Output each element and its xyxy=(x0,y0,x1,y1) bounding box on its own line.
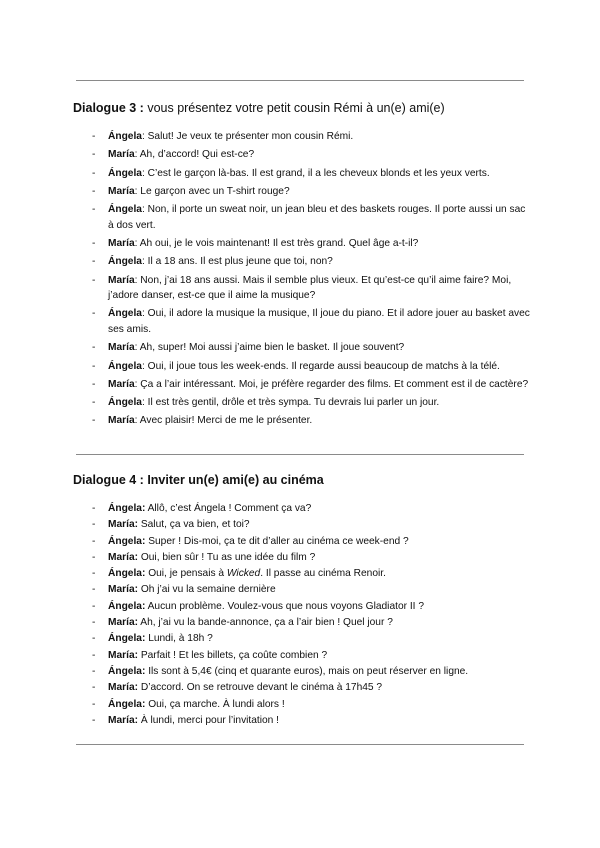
line-text: À lundi, merci pour l’invitation ! xyxy=(138,714,280,726)
dialogue-line xyxy=(92,202,532,233)
speaker-name: Ángela: xyxy=(108,568,146,580)
dialogue-line xyxy=(92,413,532,429)
speaker-name: María xyxy=(108,149,135,161)
dialogue3-title xyxy=(73,101,445,115)
line-text: Oui, il joue tous les week-ends. Il regarde aussi beaucoup de matchs à la télé. xyxy=(147,360,500,372)
speaker-name: María xyxy=(108,415,135,427)
speaker-name: María: xyxy=(108,584,139,596)
line-text: Salut, ça va bien, et toi? xyxy=(138,519,250,531)
dialogue-line xyxy=(92,615,532,630)
dialogue-line xyxy=(92,395,532,411)
dialogue-line xyxy=(92,680,532,695)
speaker-separator: : xyxy=(141,397,148,409)
speaker-separator: : xyxy=(141,131,148,142)
dialogue-line xyxy=(92,340,532,356)
dialogue-line xyxy=(92,631,532,646)
line-text: Allô, c’est Ángela ! Comment ça va? xyxy=(145,503,312,514)
speaker-name: Ángela: xyxy=(108,503,146,514)
speaker-name: Ángela: xyxy=(108,633,146,645)
line-text: Oh j’ai vu la semaine dernière xyxy=(138,584,276,596)
speaker-name: María: xyxy=(108,617,139,629)
speaker-name: Ángela xyxy=(108,397,142,409)
line-text: Ils sont à 5,4€ (cinq et quarante euros), mais on peut réserver en ligne. xyxy=(145,665,469,677)
dialogue-line xyxy=(92,517,532,532)
line-text: Super ! Dis-moi, ça te dit d’aller au cinéma ce week-end ? xyxy=(145,535,409,547)
speaker-name: María xyxy=(108,274,135,286)
dialogue-line xyxy=(92,147,532,163)
speaker-separator: : xyxy=(141,308,148,320)
dialogue-line xyxy=(92,648,532,663)
line-text: Salut! Je veux te présenter mon cousin Rémi. xyxy=(147,131,354,142)
speaker-name: María: xyxy=(108,519,139,531)
speaker-name: María: xyxy=(108,682,139,694)
dialogue3-title-label: Dialogue 3 : xyxy=(73,101,144,115)
line-text: Le garçon avec un T-shirt rouge? xyxy=(140,185,290,197)
dialogue-line xyxy=(92,550,532,565)
line-text: Ah, j’ai vu la bande-annonce, ça a l’air bien ! Quel jour ? xyxy=(138,617,393,629)
speaker-name: María xyxy=(108,378,135,390)
dialogue-line xyxy=(92,273,532,304)
speaker-name: María xyxy=(108,238,135,249)
dialogue-line xyxy=(92,166,532,182)
dialogue-line xyxy=(92,359,532,375)
dialogue-line xyxy=(92,713,532,728)
speaker-name: Ángela xyxy=(108,131,142,142)
line-text: D’accord. On se retrouve devant le cinéma à 17h45 ? xyxy=(138,682,383,694)
dialogue-line xyxy=(92,306,532,337)
divider-bottom xyxy=(76,744,524,745)
line-text: Parfait ! Et les billets, ça coûte combien ? xyxy=(138,649,328,661)
speaker-name: Ángela xyxy=(108,167,142,179)
dialogue-line xyxy=(92,236,532,252)
dialogue-line xyxy=(92,377,532,393)
speaker-name: Ángela xyxy=(108,256,142,268)
speaker-name: María: xyxy=(108,551,139,563)
dialogue-line xyxy=(92,664,532,679)
line-text: Avec plaisir! Merci de me le présenter. xyxy=(139,415,313,427)
dialogue-line xyxy=(92,599,532,614)
speaker-name: María xyxy=(108,185,135,197)
speaker-name: María: xyxy=(108,714,139,726)
speaker-separator: : xyxy=(134,238,140,249)
divider-top xyxy=(76,80,524,81)
speaker-separator: : xyxy=(141,204,148,216)
speaker-separator: : xyxy=(134,378,141,390)
divider-middle xyxy=(76,454,524,455)
line-text: Oui, je pensais à xyxy=(145,568,227,580)
line-text: Il a 18 ans. Il est plus jeune que toi, non? xyxy=(147,256,333,268)
line-text: Aucun problème. Voulez-vous que nous voyons Gladiator II ? xyxy=(145,600,424,612)
line-text: Ah, d’accord! Qui est-ce? xyxy=(139,149,255,161)
line-text: Ça a l’air intéressant. Moi, je préfère regarder des films. Et comment est il de cactère? xyxy=(140,378,529,390)
dialogue4-title xyxy=(73,473,324,487)
dialogue4-lines xyxy=(92,501,532,729)
dialogue-line xyxy=(92,129,532,145)
line-text: C’est le garçon là-bas. Il est grand, il a les cheveux blonds et les yeux verts. xyxy=(147,167,490,179)
speaker-separator: : xyxy=(134,415,140,427)
speaker-name: Ángela: xyxy=(108,665,146,677)
dialogue3-title-text: vous présentez votre petit cousin Rémi à un(e) ami(e) xyxy=(143,101,445,115)
line-text: Il est très gentil, drôle et très sympa. Tu devrais lui parler un jour. xyxy=(147,397,440,409)
speaker-separator: : xyxy=(134,274,141,286)
dialogue-line xyxy=(92,566,532,581)
speaker-separator: : xyxy=(134,185,141,197)
line-text: Lundi, à 18h ? xyxy=(145,633,213,645)
dialogue-line xyxy=(92,534,532,549)
line-text-after: . Il passe au cinéma Renoir. xyxy=(260,568,386,580)
line-text: Oui, il adore la musique la musique, Il joue du piano. Et il adore jouer au basket avec ses amis. xyxy=(108,308,530,336)
speaker-name: Ángela: xyxy=(108,535,146,547)
dialogue-line xyxy=(92,582,532,597)
line-text: Oui, bien sûr ! Tu as une idée du film ? xyxy=(138,551,316,563)
speaker-name: Ángela: xyxy=(108,600,146,612)
speaker-name: María xyxy=(108,342,135,354)
speaker-separator: : xyxy=(141,256,148,268)
speaker-name: Ángela xyxy=(108,360,142,372)
speaker-name: Ángela xyxy=(108,308,142,320)
line-text: Non, il porte un sweat noir, un jean bleu et des baskets rouges. Il porte aussi un sac à dos vert. xyxy=(108,204,526,231)
film-title: Wicked xyxy=(226,568,261,580)
speaker-name: Ángela: xyxy=(108,698,146,710)
line-text: Non, j’ai 18 ans aussi. Mais il semble plus vieux. Et qu’est-ce qu’il aime faire? Moi, j’adore danser, est-ce que il aime la musique? xyxy=(108,274,512,302)
dialogue-line xyxy=(92,697,532,712)
speaker-separator: : xyxy=(141,360,148,372)
dialogue-line xyxy=(92,254,532,270)
dialogue3-lines xyxy=(92,129,532,432)
speaker-separator: : xyxy=(141,167,148,179)
dialogue4-title-label: Dialogue 4 : Inviter un(e) ami(e) au cinéma xyxy=(73,473,324,487)
speaker-separator: : xyxy=(134,149,140,161)
dialogue-line xyxy=(92,501,532,516)
dialogue-line xyxy=(92,184,532,200)
speaker-separator: : xyxy=(134,342,140,354)
speaker-name: María: xyxy=(108,649,139,661)
line-text: Ah oui, je le vois maintenant! Il est très grand. Quel âge a-t-il? xyxy=(139,238,419,249)
line-text: Ah, super! Moi aussi j’aime bien le basket. Il joue souvent? xyxy=(139,342,405,354)
line-text: Oui, ça marche. À lundi alors ! xyxy=(145,698,285,710)
speaker-name: Ángela xyxy=(108,204,142,216)
